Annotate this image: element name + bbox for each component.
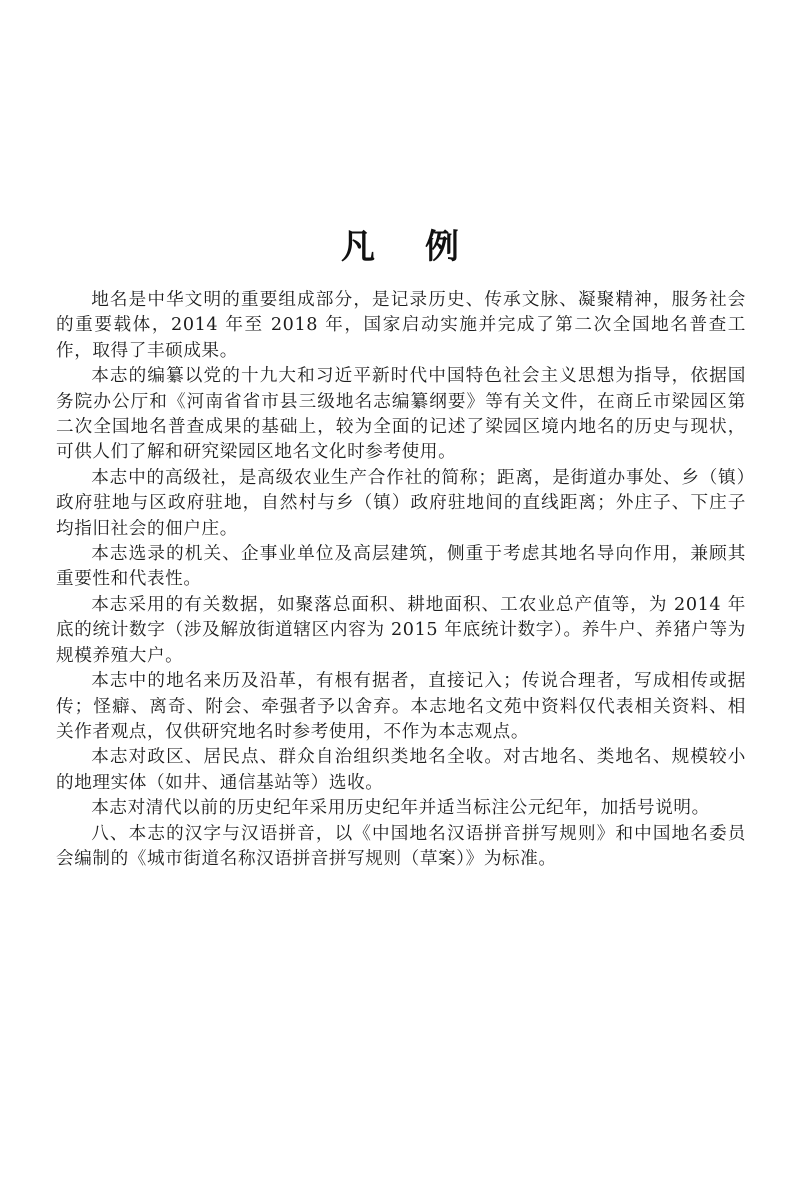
- title-char-1: 凡: [341, 226, 375, 267]
- paragraph-chronology: 本志对清代以前的历史纪年采用历史纪年并适当标注公元纪年，加括号说明。: [91, 798, 710, 819]
- paragraph-selection: 本志选录的机关、企事业单位及高层建筑，侧重于考虑其地名导向作用，兼顾其重要性和代表性。: [56, 544, 746, 590]
- paragraph-coverage: 本志对政区、居民点、群众自治组织类地名全收。对古地名、类地名、规模较小的地理实体（如井、通信基站等）选收。: [56, 747, 746, 793]
- paragraph-data: 本志采用的有关数据，如聚落总面积、耕地面积、工农业总产值等，为 2014 年底的统计数字（涉及解放街道辖区内容为 2015 年底统计数字）。养牛户、养猪户等为规模养殖大户。: [56, 594, 746, 666]
- page-title: [0, 227, 800, 267]
- paragraph-intro: 地名是中华文明的重要组成部分，是记录历史、传承文脉、凝聚精神，服务社会的重要载体，2014 年至 2018 年，国家启动实施并完成了第二次全国地名普查工作，取得了丰硕成果。: [56, 290, 746, 361]
- paragraph-pinyin: 八、本志的汉字与汉语拼音，以《中国地名汉语拼音拼写规则》和中国地名委员会编制的《城市街道名称汉语拼音拼写规则（草案）》为标准。: [56, 823, 746, 869]
- body-text: [56, 288, 746, 872]
- title-char-2: 例: [425, 226, 459, 267]
- paragraph-guidance: 本志的编纂以党的十九大和习近平新时代中国特色社会主义思想为指导，依据国务院办公厅和《河南省省市县三级地名志编纂纲要》等有关文件，在商丘市梁园区第二次全国地名普查成果的基础上，较为全面的记述了梁园区境内地名的历史与现状，可供人们了解和研究梁园区地名文化时参考使用。: [56, 366, 746, 463]
- paragraph-terms: 本志中的高级社，是高级农业生产合作社的简称；距离，是街道办事处、乡（镇）政府驻地与区政府驻地，自然村与乡（镇）政府驻地间的直线距离；外庄子、下庄子均指旧社会的佃户庄。: [56, 467, 746, 539]
- paragraph-origins: 本志中的地名来历及沿革，有根有据者，直接记入；传说合理者，写成相传或据传；怪癖、离奇、附会、牵强者予以舍弃。本志地名文苑中资料仅代表相关资料、相关作者观点，仅供研究地名时参考使用，不作为本志观点。: [56, 671, 746, 742]
